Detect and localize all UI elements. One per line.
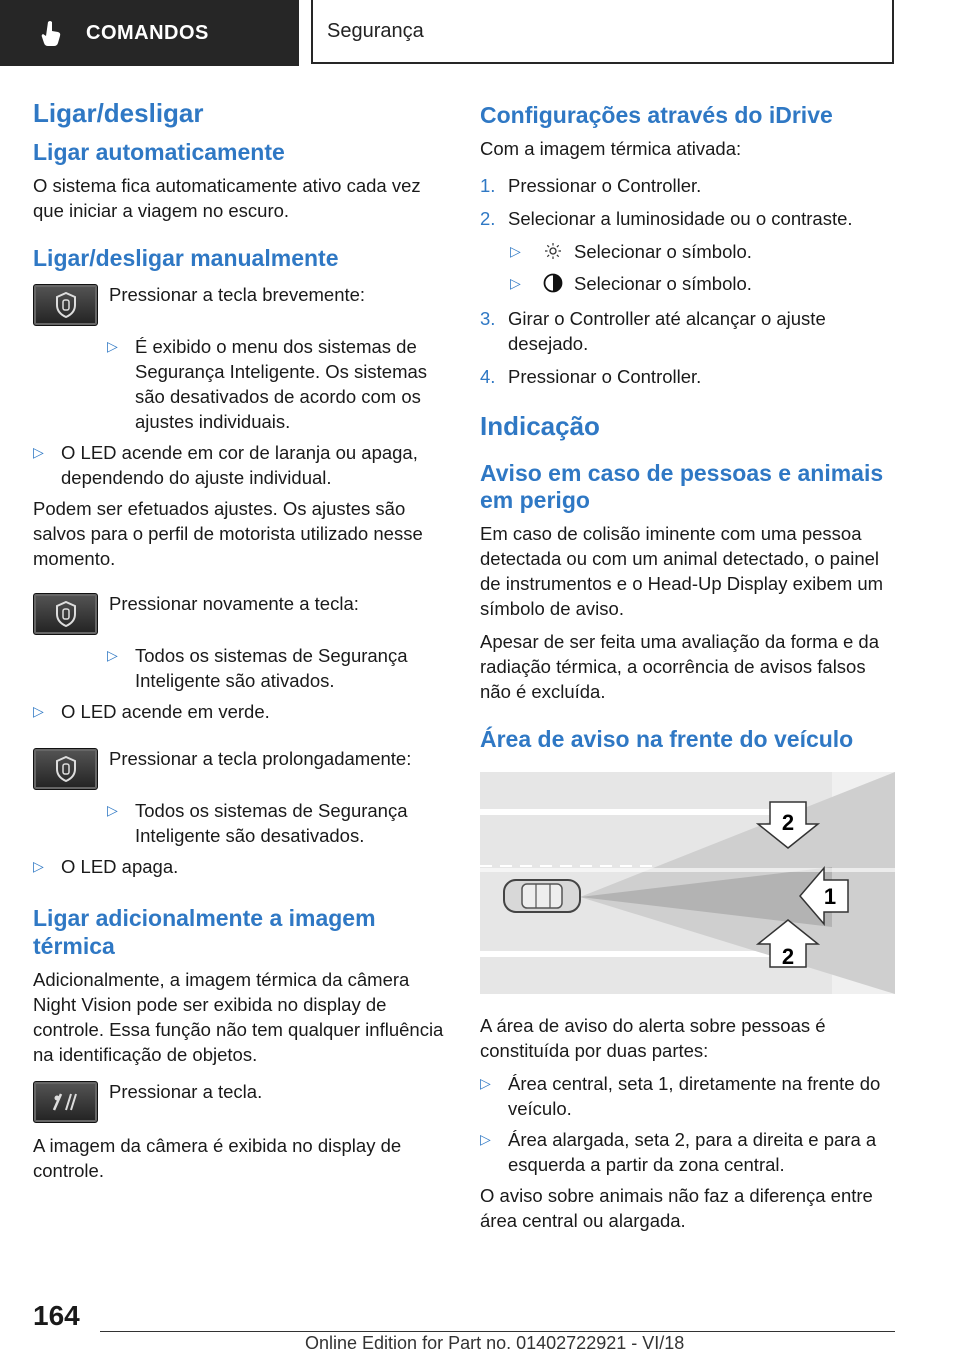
edition-text: Online Edition for Part no. 01402722921 - VI/18 (305, 1333, 685, 1353)
section-tab (311, 0, 894, 64)
step-press-long (33, 746, 453, 790)
shield-car-icon (33, 284, 98, 326)
hand-pointer-icon (40, 20, 64, 46)
step-text: Pressionar a tecla. (109, 1080, 263, 1102)
list-item: ▷ Todos os sistemas de Segurança Inteligente são ativados. (107, 645, 408, 692)
triangle-bullet-icon: ▷ (480, 1130, 491, 1147)
paragraph-camera: A imagem da câmera é exibida no display de controle. (33, 1134, 402, 1181)
heading-aviso: Aviso em caso de pessoas e animais em perigo (480, 459, 884, 514)
paragraph-config: Com a imagem térmica ativada: (480, 137, 742, 159)
shield-car-icon (33, 748, 98, 790)
left-column (33, 98, 453, 1191)
svg-text:2: 2 (781, 809, 795, 835)
list-item: ▷ Todos os sistemas de Segurança Inteligente são desativados. (107, 800, 408, 847)
list-item: 3. Girar o Controller até alcançar o ajuste desejado. (480, 307, 826, 354)
paragraph-aviso-1: Em caso de colisão iminente com uma pessoa detectada ou com um animal detectado, o painel de instrumentos e o Head-Up Display exibem um símbolo de aviso. (480, 522, 884, 619)
triangle-bullet-icon: ▷ (107, 647, 118, 664)
heading-config: Configurações através do iDrive (480, 102, 833, 128)
chapter-label: COMANDOS (86, 21, 209, 44)
page-number: 164 (33, 1300, 80, 1331)
svg-text:1: 1 (823, 883, 837, 909)
paragraph-thermal: Adicionalmente, a imagem térmica da câmera Night Vision pode ser exibida no display de controle. Essa função não tem qualquer influência na identificação de objetos. (33, 968, 444, 1065)
paragraph-adjust: Podem ser efetuados ajustes. Os ajustes são salvos para o perfil de motorista utilizado nesse momento. (33, 498, 423, 570)
heading-ligar-desligar: Ligar/desligar (33, 98, 204, 128)
triangle-bullet-icon: ▷ (33, 858, 44, 875)
list-item: ▷ Área central, seta 1, diretamente na frente do veículo. (480, 1072, 881, 1119)
list-item: ▷ O LED acende em cor de laranja ou apaga, dependendo do ajuste individual. (33, 442, 418, 489)
night-vision-icon (33, 1081, 98, 1123)
svg-text:2: 2 (781, 943, 795, 969)
heading-ligar-auto: Ligar automaticamente (33, 139, 285, 166)
warning-area-diagram (480, 772, 895, 994)
step-text: Pressionar novamente a tecla: (109, 593, 359, 615)
step-press-short (33, 282, 453, 326)
step-text: Pressionar a tecla brevemente: (109, 284, 366, 306)
triangle-bullet-icon: ▷ (33, 444, 44, 461)
list-item: 2. Selecionar a luminosidade ou o contraste. (480, 207, 853, 229)
triangle-bullet-icon: ▷ (510, 242, 521, 259)
paragraph-aviso-2: Apesar de ser feita uma avaliação da forma e da radiação térmica, a ocorrência de avisos falsos não é excluída. (480, 630, 880, 702)
sun-icon (538, 242, 568, 260)
heading-indicacao: Indicação (480, 410, 600, 441)
footer-divider (100, 1331, 895, 1332)
paragraph-animais: O aviso sobre animais não faz a diferença entre área central ou alargada. (480, 1184, 873, 1231)
triangle-bullet-icon: ▷ (107, 338, 118, 355)
step-press-again (33, 591, 453, 635)
section-label: Segurança (327, 19, 424, 42)
list-item: ▷ O LED acende em verde. (33, 701, 270, 723)
triangle-bullet-icon: ▷ (510, 274, 521, 291)
page-header (0, 0, 960, 66)
list-item: 1. Pressionar o Controller. (480, 174, 702, 196)
triangle-bullet-icon: ▷ (480, 1074, 491, 1091)
list-item: ▷ Selecionar o símbolo. (510, 272, 752, 294)
list-item: ▷ Selecionar o símbolo. (510, 240, 752, 262)
list-item: ▷ O LED apaga. (33, 856, 179, 878)
heading-thermal: Ligar adicionalmente a imagem térmica (33, 905, 376, 959)
heading-area: Área de aviso na frente do veículo (480, 725, 854, 752)
paragraph-auto: O sistema fica automaticamente ativo cada vez que iniciar a viagem no escuro. (33, 174, 421, 221)
step-text: Pressionar a tecla prolongadamente: (109, 748, 412, 770)
triangle-bullet-icon: ▷ (107, 802, 118, 819)
triangle-bullet-icon: ▷ (33, 703, 44, 720)
contrast-icon (538, 273, 568, 293)
paragraph-area: A área de aviso do alerta sobre pessoas é constituída por duas partes: (480, 1014, 826, 1061)
car-icon (504, 880, 580, 912)
list-item: 4. Pressionar o Controller. (480, 365, 702, 387)
step-press-nightvision (33, 1079, 453, 1123)
chapter-tab (0, 0, 299, 66)
list-item: ▷ É exibido o menu dos sistemas de Segurança Inteligente. Os sistemas são desativados de acordo com os ajustes individuais. (107, 336, 428, 433)
heading-manual: Ligar/desligar manualmente (33, 244, 339, 271)
shield-car-icon (33, 593, 98, 635)
right-column (480, 98, 895, 1241)
list-item: ▷ Área alargada, seta 2, para a direita e para a esquerda a partir da zona central. (480, 1128, 877, 1175)
